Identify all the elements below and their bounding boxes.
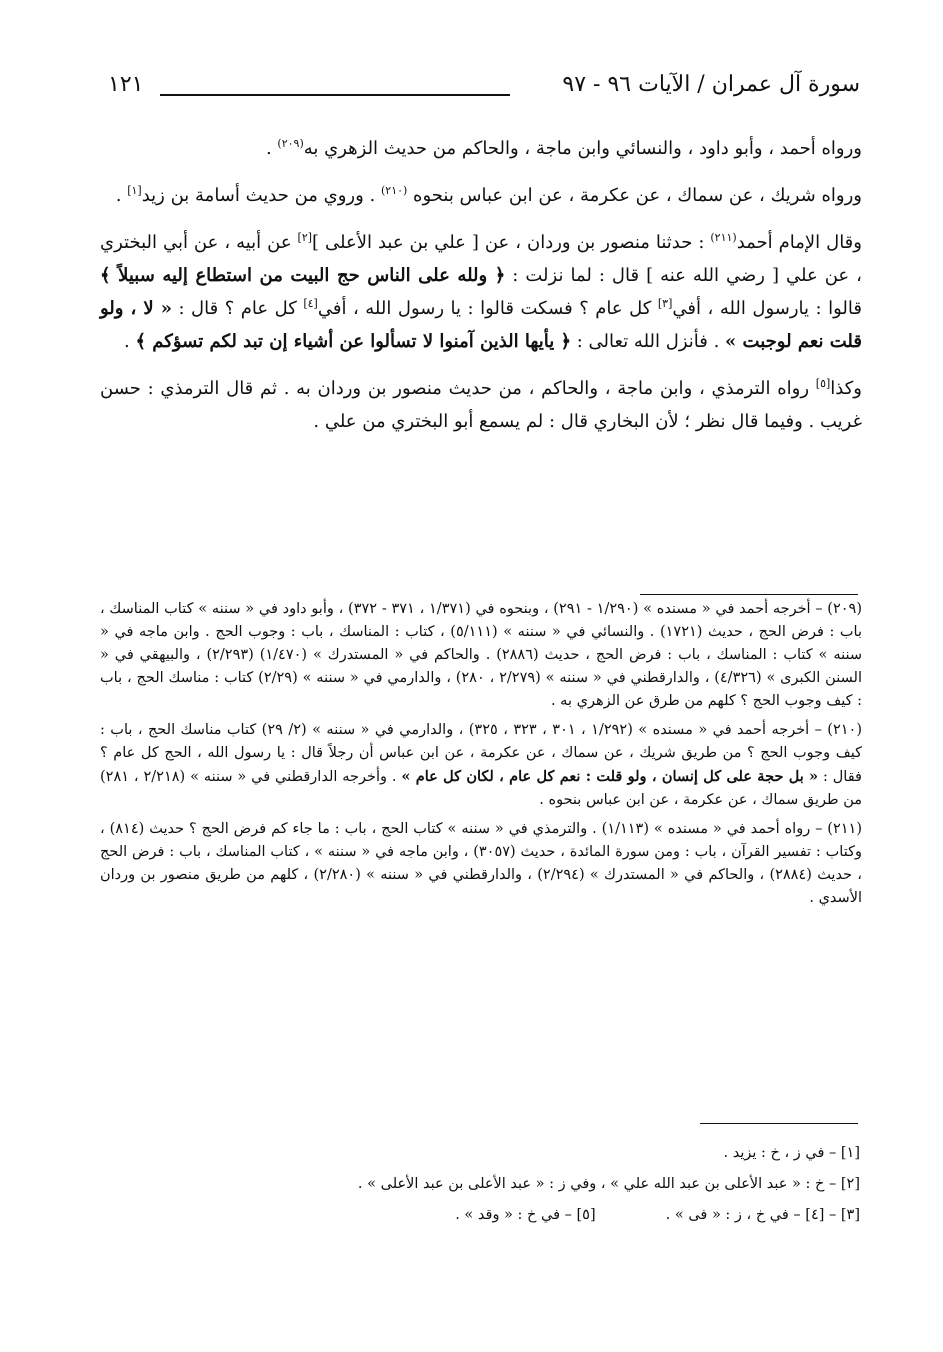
p3-e: كل عام ؟ فسكت قالوا : يا رسول الله ، أفي	[317, 298, 658, 319]
footnote-209: (٢٠٩) – أخرجه أحمد في « مسنده » (١/٢٩٠ - ٢٩١) ، وبنحوه في (١/٣٧١ ، ٣٧١ - ٣٧٢) ، وأبو داود في « سننه » كتاب المناسك ، باب : فرض الحج ، حديث (١٧٢١) . والنسائي في « سننه » (٥/١١١) ، كتاب : المناسك ، باب : وجوب الحج . وابن ماجه في « سننه » كتاب : المناسك ، باب : فرض الحج ، حديث (٢٨٨٦) . والحاكم في « المستدرك » (١/٤٧٠) (٢/٢٩٣) ، والبيهقي في « السنن الكبرى » (٤/٣٢٦) ، والدارقطني في « سننه » (٢/٢٧٩ ، ٢٨٠) ، والدارمي في « سننه » (٢/٢٩) كتاب : مناسك الحج ، باب : كيف وجوب الحج ؟ كلهم من طرق عن الزهري به .	[100, 601, 863, 709]
footnote-210-b: . وأخرجه الدارقطني في « سننه » (٢/٢١٨ ، ٢٨١) من طريق سماك ، عن عكرمة ، عن ابن عباس بنحوه .	[100, 769, 862, 808]
paragraph-2	[100, 179, 862, 212]
footnote-210-quote: « بل حجة على كل إنسان ، ولو قلت : نعم كل عام ، لكان كل عام »	[401, 768, 819, 785]
p2-a: ورواه شريك ، عن سماك ، عن عكرمة ، عن ابن عباس بنحوه	[407, 185, 862, 206]
p1-text: ورواه أحمد ، وأبو داود ، والنسائي وابن ماجة ، والحاكم من حديث الزهري به	[303, 138, 862, 159]
footnote-separator	[640, 594, 858, 595]
footnote-210-a: (٢١٠) – أخرجه أحمد في « مسنده » (١/٢٩٢ ، ٣٠١ ، ٣٢٣ ، ٣٢٥) ، والدارمي في « سننه » (٢/ ٢٩) كتاب مناسك الحج ، باب : كيف وجوب الحج ؟ من طريق شريك ، عن سماك ، عن عكرمة ، عن ابن عباس أن رجلاً قال : يا رسول الله ، الحج كل عام ؟ فقال :	[100, 722, 863, 785]
p3-a: وقال الإمام أحمد	[736, 232, 862, 253]
main-text	[100, 132, 862, 452]
footnote-ref-211: (٢١١)	[710, 231, 737, 244]
p3-end: .	[124, 331, 136, 352]
variant-ref-5: [٥]	[815, 377, 831, 390]
quran-verse-1: ﴿ ولله على الناس حج البيت من استطاع إليه سبيلاً ﴾	[100, 265, 506, 286]
paragraph-3	[100, 226, 862, 358]
variant-ref-1: [١]	[127, 184, 142, 197]
header-rule	[160, 94, 510, 96]
p4-a: وكذا	[830, 378, 862, 399]
p3-g: . فأنزل الله تعالى :	[571, 331, 726, 352]
p3-f: كل عام ؟ قال :	[171, 298, 304, 319]
hadith-quote: « لا ، ولو قلت نعم لوجبت »	[100, 298, 862, 352]
variant-5: [٥] – في خ : « وقد » .	[455, 1207, 596, 1223]
variant-ref-2: [٢]	[297, 231, 313, 244]
footnote-211: (٢١١) – رواه أحمد في « مسنده » (١/١١٣) . والترمذي في « سننه » كتاب الحج ، باب : ما جاء كم فرض الحج ؟ حديث (٨١٤) ، وكتاب : تفسير القرآن ، باب : ومن سورة المائدة ، حديث (٣٠٥٧) ، وابن ماجه في « سننه » ، كتاب المناسك ، باب : فرض الحج ، حديث (٢٨٨٤) ، والحاكم في « المستدرك » (٢/٢٩٤) ، والدارقطني في « سننه » (٢/٢٨٠) ، كلهم من طريق منصور بن وردان الأسدي .	[100, 821, 862, 906]
page-number: ١٢١	[108, 72, 144, 97]
variants-separator	[700, 1123, 858, 1124]
variant-ref-4: [٤]	[303, 297, 318, 310]
p3-c: عن أبيه ، عن أبي البختري ، عن علي [ رضي الله عنه ] قال : لما نزلت :	[100, 232, 862, 286]
header-title: سورة آل عمران / الآيات ٩٦ - ٩٧	[562, 72, 860, 97]
p2-b: . وروي من حديث أسامة بن زيد	[141, 185, 381, 206]
variant-1: [١] – في ز ، خ : يزيد .	[723, 1145, 860, 1161]
variant-3-4-5-line	[180, 1200, 860, 1231]
p3-b: : حدثنا منصور بن وردان ، عن [ علي بن عبد الأعلى ]	[312, 232, 711, 253]
footnote-ref-210: (٢١٠)	[380, 184, 408, 197]
footnotes	[100, 598, 862, 916]
footnote-210	[100, 719, 862, 812]
footnote-ref-209: (٢٠٩)	[277, 137, 304, 150]
variant-ref-3: [٣]	[657, 297, 673, 310]
p1-end: .	[265, 138, 278, 159]
p4-b: رواه الترمذي ، وابن ماجة ، والحاكم ، من حديث منصور بن وردان به . ثم قال الترمذي : حسن غريب . وفيما قال نظر ؛ لأن البخاري قال : لم يسمع أبو البختري من علي .	[100, 378, 862, 432]
paragraph-4	[100, 372, 862, 438]
paragraph-1	[100, 132, 862, 165]
quran-verse-2: ﴿ يأيها الذين آمنوا لا تسألوا عن أشياء إن تبد لكم تسؤكم ﴾	[135, 331, 572, 352]
running-header	[100, 72, 860, 112]
variant-2: [٢] – خ : « عبد الأعلى بن عبد الله علي » ، وفي ز : « عبد الأعلى بن عبد الأعلى » .	[357, 1176, 860, 1192]
variant-3-4: [٣] – [٤] – في خ ، ز : « فى » .	[665, 1207, 860, 1223]
variant-notes	[180, 1138, 860, 1231]
p3-d: قالوا : يارسول الله ، أفي	[672, 298, 862, 319]
p2-end: .	[115, 185, 128, 206]
